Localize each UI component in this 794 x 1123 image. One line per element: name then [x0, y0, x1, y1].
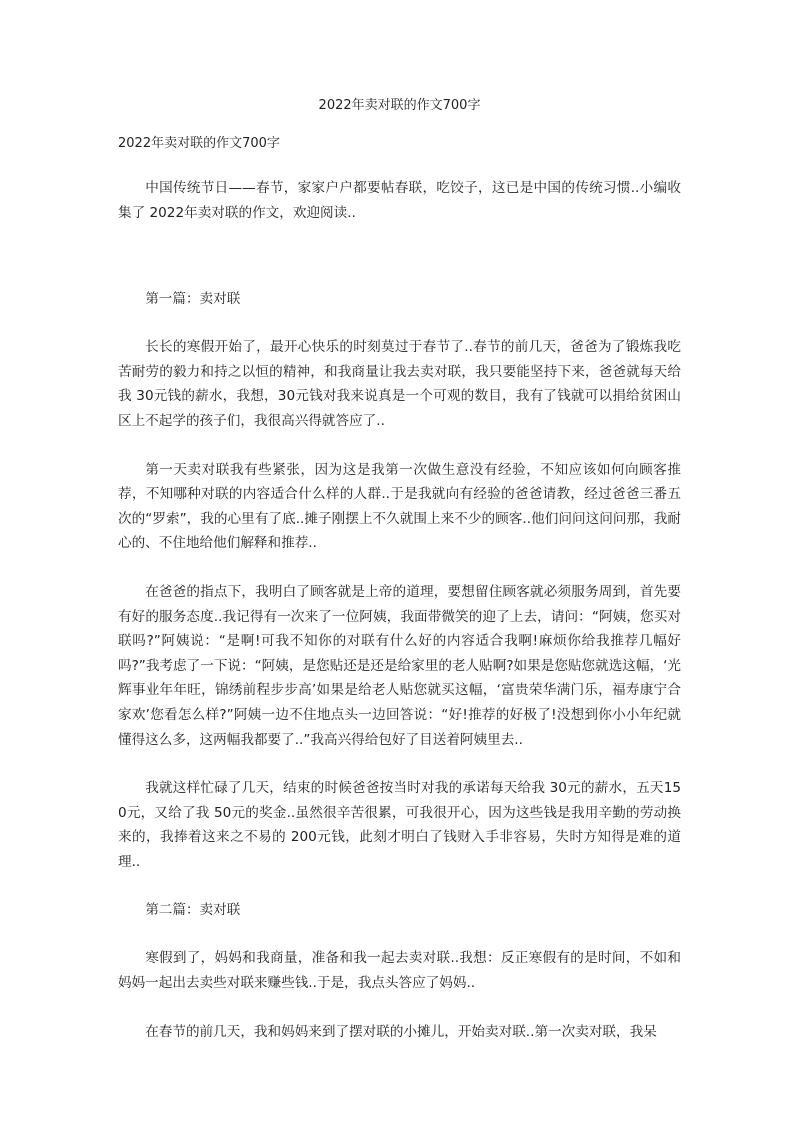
- section1-paragraph-4: 我就这样忙碌了几天，结束的时候爸爸按当时对我的承诺每天给我 30元的薪水，五天150元，又给了我 50元的奖金..虽然很辛苦很累，可我很开心，因为这些钱是我用辛勤的劳动换来的，我捧着这来之不易的 200元钱，此刻才明白了钱财入手非容易，失时方知得是难的道理..: [118, 780, 681, 870]
- blank-space: [118, 249, 681, 287]
- section1-paragraph-1: 长长的寒假开始了，最开心快乐的时刻莫过于春节了..春节的前几天，爸爸为了锻炼我吃苦耐劳的毅力和持之以恒的精神，和我商量让我去卖对联，我只要能坚持下来，爸爸就每天给我 30元钱的薪水，我想，30元钱对我来说真是一个可观的数目，我有了钱就可以捐给贫困山区上不起学的孩子们，我很高兴得就答应了..: [118, 339, 681, 429]
- document-title: 2022年卖对联的作文700字: [318, 98, 481, 113]
- section2-paragraph-1: 寒假到了，妈妈和我商量，准备和我一起去卖对联..我想：反正寒假有的是时间，不如和妈妈一起出去卖些对联来赚些钱..于是，我点头答应了妈妈..: [118, 950, 681, 992]
- section1-paragraph-3: 在爸爸的指点下，我明白了顾客就是上帝的道理，要想留住顾客就必须服务周到，首先要有好的服务态度..我记得有一次来了一位阿姨，我面带微笑的迎了上去，请问：“阿姨，您买对联吗?”阿姨说：“是啊!可我不知你的对联有什么好的内容适合我啊!麻烦你给我推荐几幅好吗?”我考虑了一下说：“阿姨，是您贴还是还是给家里的老人贴啊?如果是您贴您就选这幅，‘光辉事业年年旺，锦绣前程步步高’如果是给老人贴您就买这幅，‘富贵荣华满门乐，福寿康宁合家欢’您看怎么样?”阿姨一边不住地点头一边回答说：“好!推荐的好极了!没想到你小小年纪就懂得这么多，这两幅我都要了..”我高兴得给包好了目送着阿姨里去..: [118, 583, 681, 748]
- intro-paragraph: 中国传统节日——春节，家家户户都要帖春联，吃饺子，这已是中国的传统习惯..小编收集了 2022年卖对联的作文，欢迎阅读..: [118, 180, 681, 221]
- section2-paragraph-2: 在春节的前几天，我和妈妈来到了摆对联的小摊儿，开始卖对联..第一次卖对联，我呆: [145, 1023, 657, 1040]
- section2-heading: 第二篇：卖对联: [145, 902, 241, 919]
- section1-paragraph-2: 第一天卖对联我有些紧张，因为这是我第一次做生意没有经验，不知应该如何向顾客推荐，不知哪种对联的内容适合什么样的人群..于是我就向有经验的爸爸请教，经过爸爸三番五次的“罗索”，我的心里有了底..摊子刚摆上不久就围上来不少的顾客..他们问问这问问那，我耐心的、不住地给他们解释和推荐..: [118, 461, 681, 552]
- section1-heading: 第一篇：卖对联: [145, 291, 241, 308]
- document-subtitle: 2022年卖对联的作文700字: [118, 136, 280, 151]
